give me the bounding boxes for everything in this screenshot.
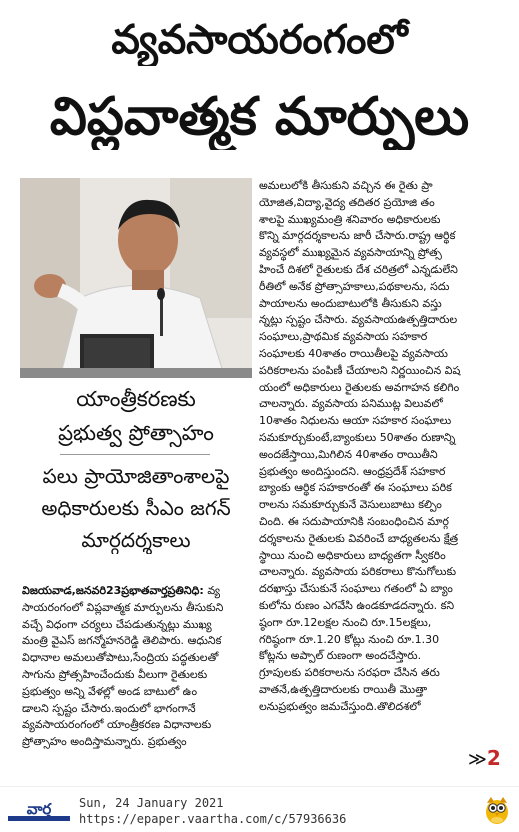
article-line: అమలులోకి తీసుకుని వచ్చిన ఈ రైతు ప్రా [259,179,433,192]
article-line: శాలపై ముఖ్యమంత్రి శనివారం అధికారులకు [259,212,441,226]
article-line: గరిష్ఠంగా రూ.1.20 కోట్లు నుంచి రూ.1.30 [259,632,440,646]
subheading-various-schemes: పలు ప్రాయోజితాంశాలపై [42,464,230,488]
article-right-column [259,178,511,716]
article-line: వాతనే,ఉత్పత్తిదారులకు రాయితీ మొత్తా [259,682,428,696]
news-photo [20,178,252,378]
subheading-divider [60,454,210,455]
subheading-guidelines: మార్గదర్శకాలు [81,528,191,552]
article-line: సంఘాలు,ప్రాథమిక వ్యవసాయ సహకార [259,330,428,344]
article-line: 10శాతం నిధులను ఆయా సహకార సంఘాలు [259,414,452,428]
article-line [22,583,254,600]
subheading-mechanization: యాంత్రీకరణకు [76,387,196,411]
article-line: దరఖాస్తు చేసుకునే సంఘాలు గతంలో ఏ బ్యాం [259,582,453,596]
article-line: సాయరంగంలో విప్లవాత్మక మార్పులను తీసుకుని [22,600,224,614]
article-left-column [22,583,254,751]
footer-bar [0,786,519,832]
photo-illustration [20,178,252,378]
article-line: వ్యవస్థలో ముఖ్యమైన వ్యవసాయాన్ని ప్రోత్స [259,246,442,260]
article-line: కొన్ని మార్గదర్శకాలను జారీ చేసారు.రాష్ట్ర ఆర్థిక [259,229,456,243]
continued-on-page[interactable] [468,746,501,770]
article-line: లనుప్రభుత్వం జమచేస్తుంది.తొలిదశలో [259,699,421,713]
article-line: ప్రభుత్వం అన్ని వేళల్లో అండ బాటులో ఉం [22,684,198,698]
footer-url[interactable]: https://epaper.vaartha.com/c/57936636 [79,812,347,826]
article-line-text: వ్య [207,584,221,597]
article-line: గ్రూపులకు పరికరాలను సరఫరా చేసిన తరు [259,666,440,680]
article-line: విధానాల అమలుతోపాటు,సేంద్రియ పద్ధతులతో [22,651,219,665]
article-line: హించే దిశలో రైతులకు దేశ చరిత్రలో ఎన్నడులేని [259,262,458,276]
logo-text: వార్త [26,800,52,818]
footer-date: Sun, 24 January 2021 [79,796,224,810]
article-line: పరికరాలను పంపిణీ చేయాలని నిర్ణయించిన విష [259,363,461,377]
subheading-government-encouragement: ప్రభుత్వ ప్రోత్సాహం [58,421,214,445]
article-line: పాయాలను అందుబాటులోకి తీసుకుని వస్తు [259,296,442,310]
article-line: ప్రోత్సాహం అందిస్తామన్నారు. ప్రభుత్వం [22,735,187,749]
article-line: అందజేస్తాయి,మిగిలిన 40శాతం రాయితీని [259,447,438,461]
article-line: రాలను సమకూర్చుకునే వెసులుబాటు కల్పిం [259,498,442,512]
continue-arrow-icon: ≫ [468,749,487,770]
article-line: చాలన్నారు. వ్యవసాయ పరికరాలు కొనుగోలుకు [259,565,457,579]
article-line: న్నట్లు స్పష్టం చేసారు. వ్యవసాయఉత్పత్తిదారుల [259,313,458,327]
headline-line-2: విప్లవాత్మక మార్పులు [49,87,470,147]
article-line: రీతిలో అనేక ప్రోత్సాహకాలు,పథకాలను, సదు [259,279,450,293]
article-line: యంలో అధికారులు రైతులకు అవగాహన కలిగిం [259,380,460,394]
headline-line-1: వ్యవసాయరంగంలో [111,17,408,63]
owl-icon [484,795,510,825]
article-line: కోట్లను అప్పాల్ రుణంగా అందచేస్తారు. [259,649,422,663]
article-line: బ్యాంకు ఆర్థిక సహకారంతో ఈ సంఘాలు పరిక [259,481,452,495]
footer-text [79,795,346,827]
article-line: ప్రభుత్వం అందిస్తుందని. ఆంధ్రప్రదేశ్ సహకార [259,464,446,478]
article-line: ష్ఠంగా రూ.12లక్షల నుంచి రూ.15లక్షలు, [259,615,432,629]
article-line: చాలన్నారు. వ్యవసాయ పనిముట్ల విలువలో [259,397,443,411]
article-line: చింది. ఈ సదుపాయానికి సంబంధించిన మార్గ [259,514,449,528]
subheading-cm-to-officials: అధికారులకు సీఎం జగన్ [41,496,231,520]
article-line: యోజిత,విద్యా,వైద్య తదితర ప్రయోజి తం [259,195,435,209]
article-line: వ్యవసాయరంగంలో యాంత్రీకరణ విధానాలకు [22,718,212,732]
article-line: స్థాయి నుంచి అధికారులు బాధ్యతగా స్వీకరిం [259,548,446,562]
article-line: వచ్చే విధంగా చర్యలు చేపడుతున్నట్లు ముఖ్య [22,617,212,631]
article-line: డాలని స్పష్టం చేసారు.ఇందులో భాగంగానే [22,701,196,715]
article-line: సంఘాలకు 40శాతం రాయితీలపై వ్యవసాయ [259,346,448,360]
continue-page-number: 2 [486,746,501,770]
article-line: కులోను రుణం ఎగవేసి ఉండకూడదన్నారు. కని [259,598,455,612]
article-line: సాగును ప్రోత్సహించేందుకు వీలుగా రైతులకు [22,667,208,681]
dateline: విజయవాడ,జనవరి23ప్రభాతవార్తప్రతినిధి: [22,584,204,597]
vaartha-logo [8,797,70,823]
article-line: మంత్రి వైఎస్ జగన్మోహనరెడ్డి తెలిపారు. ఆధునిక [22,634,222,648]
article-line: దర్శకాలను రైతులకు వివరించే బాధ్యతలను క్షేత్ర [259,531,459,545]
article-line: సమకూర్చుకుంటే,బ్యాంకులు 50శాతం రుణాన్ని [259,430,456,444]
